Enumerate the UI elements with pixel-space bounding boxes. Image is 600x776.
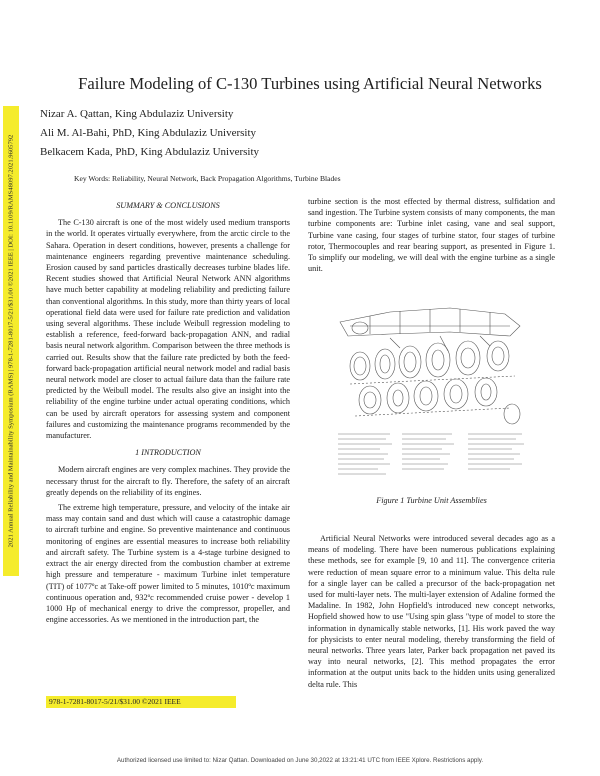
turbine-stage-rings-drawing xyxy=(350,341,520,424)
left-column xyxy=(46,196,290,629)
paper-title: Failure Modeling of C-130 Turbines using Artificial Neural Networks xyxy=(78,74,542,93)
summary-heading: SUMMARY & CONCLUSIONS xyxy=(116,201,220,210)
parts-legend-drawing xyxy=(338,434,524,474)
summary-paragraph: The C-130 aircraft is one of the most widely used medium transports in the world. It operates virtually everywhere, from the arctic circle to the Sahara. Operation in desert conditions, however, presents a challenge for maintenance engineers regarding preventive maintenance scheduling. Erosion caused by sand particles drastically decreases turbine blades life. Recent studies showed that Artificial Neural Network ANN algorithms have much better capability at modeling reliability and predicting failure than conventional algorithms. In this study, more than thirty years of local operational field data were used for failure rate prediction and validation using several algorithms. These include Weibull regression modeling to establish a reference, feed-forward back-propagation ANN, and radial basis neural network algorithm. Comparison between the three methods is carried out. Results show that the failure rate predicted by both the feed-forward back-propagation artificial neural network model and radial basis neural network model are closer to actual failure data than the failure rate predicted by the Weibull model. The results also give an insight into the reliability of the engine turbine under actual operating conditions, which can be used by aircraft operators for assessing system and component failures and customizing the maintenance programs recommended by the manufacturer. xyxy=(46,218,290,441)
figure-caption: Figure 1 Turbine Unit Assemblies xyxy=(376,496,487,505)
introduction-heading: 1 INTRODUCTION xyxy=(135,448,201,458)
turbine-housing-drawing xyxy=(340,308,520,351)
author-2: Ali M. Al-Bahi, PhD, King Abdulaziz University xyxy=(40,127,257,139)
doi-sidebar-text: 2021 Annual Reliability and Maintainability Symposium (RAMS) | 978-1-7281-8017-5/21/$31.00 ©2021 IEEE | DOI: 10.1109/RAMS48097.2021.9605792 xyxy=(7,134,15,548)
right-paragraph-top: turbine section is the most effected by thermal distress, sulfidation and sand ingestion. The Turbine system consists of many components, the man turbine components are: Turbine inlet casing, vane and seal support, Turbine vane casing, four stages of turbine stator, four stages of turbine rotor, Thermocouples and rear bearing support, as presented in Figure 1. To simplify our modeling, we will deal with the engine turbine as a single unit. xyxy=(308,197,555,274)
right-column-top xyxy=(308,196,555,278)
intro-paragraph-2: The extreme high temperature, pressure, and velocity of the intake air mass may contain sand and dust which will cause a catastrophic damage to aircraft turbine and engine. So preventive maintenance and continuous monitoring of engines are essential measures to increase both reliability and aircraft safety. The Turbine system is a 4-stage turbine designed to extract the air energy directed from the combustion chamber at extreme high pressure and temperature - maximum Turbine inlet temperature (TIT) of 1077ºc at Take-off power limited to 5 minutes, 1010ºc maximum continuous operation and, 932ºc recommended cruise power - develop 1 1000 Hp of mechanical energy to drive the compressor, propeller, and engine accessories. As we mentioned in the introduction part, the xyxy=(46,503,290,625)
isbn-highlight: 978-1-7281-8017-5/21/$31.00 ©2021 IEEE xyxy=(46,696,236,708)
turbine-assembly-figure xyxy=(330,296,530,482)
intro-paragraph-1: Modern aircraft engines are very complex machines. They provide the necessary thrust for the aircraft to fly. Therefore, the safety of an aircraft greatly depends on the reliability of its engines. xyxy=(46,465,290,497)
right-paragraph-bottom: Artificial Neural Networks were introduced several decades ago as a means of modeling. There have been numerous publications explaining these methods, see for example [9, 10 and 11]. The convergence criteria were reduction of mean square error to a minimum value. This delta rule for a single layer can be called a precursor of the back-propagation net used for multi-layer nets. The multi-layer extension of Adaline formed the Madaline. In 1982, John Hopfield's introduced new concept networks, Hopfield showed how to use "Using spin glass "type of model to store the information in dynamically stable networks, [1]. His work paved the way for physicists to enter neural modeling, thereby transforming the field of neural networks. Three years later, Parker back propagation net paved its way into neural networks, [2]. This method propagates the error information at the output units back to the hidden units using generalized delta rule. This xyxy=(308,534,555,689)
author-1: Nizar A. Qattan, King Abdulaziz University xyxy=(40,108,234,120)
right-column-bottom xyxy=(308,533,555,694)
license-footer: Authorized licensed use limited to: Nizar Qattan. Downloaded on June 30,2022 at 13:21:41 UTC from IEEE Xplore. Restrictions apply. xyxy=(116,757,484,764)
author-3: Belkacem Kada, PhD, King Abdulaziz University xyxy=(40,146,260,158)
keywords: Key Words: Reliability, Neural Network, Back Propagation Algorithms, Turbine Blades xyxy=(74,174,341,183)
